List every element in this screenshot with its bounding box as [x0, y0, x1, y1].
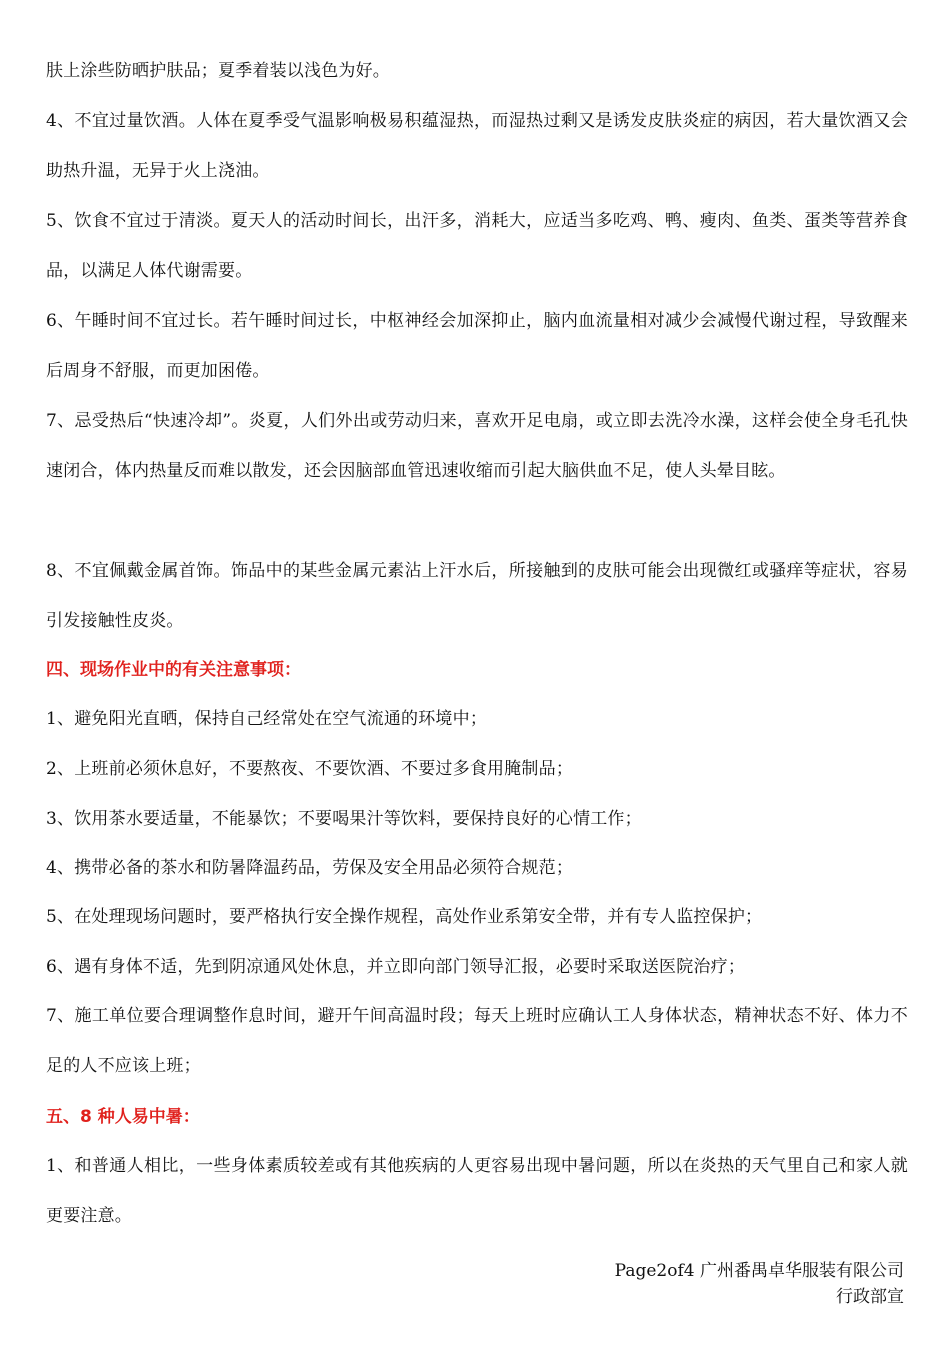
section-4-item-2: 2、上班前必须休息好，不要熬夜、不要饮酒、不要过多食用腌制品；: [46, 759, 574, 779]
page-footer: [615, 1258, 904, 1310]
section-5-item-1: 1、和普通人相比，一些身体素质较差或有其他疾病的人更容易出现中暑问题，所以在炎热的天气里自己和家人就更要注意。: [46, 1156, 908, 1226]
section-4-item-4: 4、携带必备的茶水和防暑降温药品，劳保及安全用品必须符合规范；: [46, 858, 574, 878]
paragraph-item-4: 4、不宜过量饮酒。人体在夏季受气温影响极易积蕴湿热，而湿热过剩又是诱发皮肤炎症的病因，若大量饮酒又会助热升温，无异于火上浇油。: [46, 111, 908, 181]
section-4-item-1: 1、避免阳光直晒，保持自己经常处在空气流通的环境中；: [46, 709, 488, 729]
section-4-heading: 四、现场作业中的有关注意事项：: [46, 660, 301, 680]
paragraph-continuation: 肤上涂些防晒护肤品；夏季着装以浅色为好。: [46, 61, 390, 81]
footer-department: 行政部宣: [836, 1287, 904, 1307]
paragraph-item-6: 6、午睡时间不宜过长。若午睡时间过长，中枢神经会加深抑止，脑内血流量相对减少会减慢代谢过程，导致醒来后周身不舒服，而更加困倦。: [46, 311, 908, 381]
footer-page-company: Page2of4 广州番禺卓华服装有限公司: [614, 1261, 904, 1281]
paragraph-item-8: 8、不宜佩戴金属首饰。饰品中的某些金属元素沾上汗水后，所接触到的皮肤可能会出现微红或骚痒等症状，容易引发接触性皮炎。: [46, 561, 908, 631]
section-4-item-6: 6、遇有身体不适，先到阴凉通风处休息，并立即向部门领导汇报，必要时采取送医院治疗；: [46, 957, 746, 977]
paragraph-item-7: 7、忌受热后“快速冷却”。炎夏，人们外出或劳动归来，喜欢开足电扇，或立即去洗冷水澡，这样会使全身毛孔快速闭合，体内热量反而难以散发，还会因脑部血管迅速收缩而引起大脑供血不足，使人头晕目眩。: [46, 411, 908, 481]
section-4-item-5: 5、在处理现场问题时，要严格执行安全操作规程，高处作业系第安全带，并有专人监控保护；: [46, 907, 763, 927]
paragraph-item-5: 5、饮食不宜过于清淡。夏天人的活动时间长，出汗多，消耗大，应适当多吃鸡、鸭、瘦肉、鱼类、蛋类等营养食品，以满足人体代谢需要。: [46, 211, 908, 281]
section-4-item-3: 3、饮用茶水要适量，不能暴饮；不要喝果汁等饮料，要保持良好的心情工作；: [46, 809, 642, 829]
section-5-heading: 五、8 种人易中暑：: [46, 1107, 200, 1127]
section-4-item-7: 7、施工单位要合理调整作息时间，避开午间高温时段；每天上班时应确认工人身体状态，精神状态不好、体力不足的人不应该上班；: [46, 1006, 908, 1076]
